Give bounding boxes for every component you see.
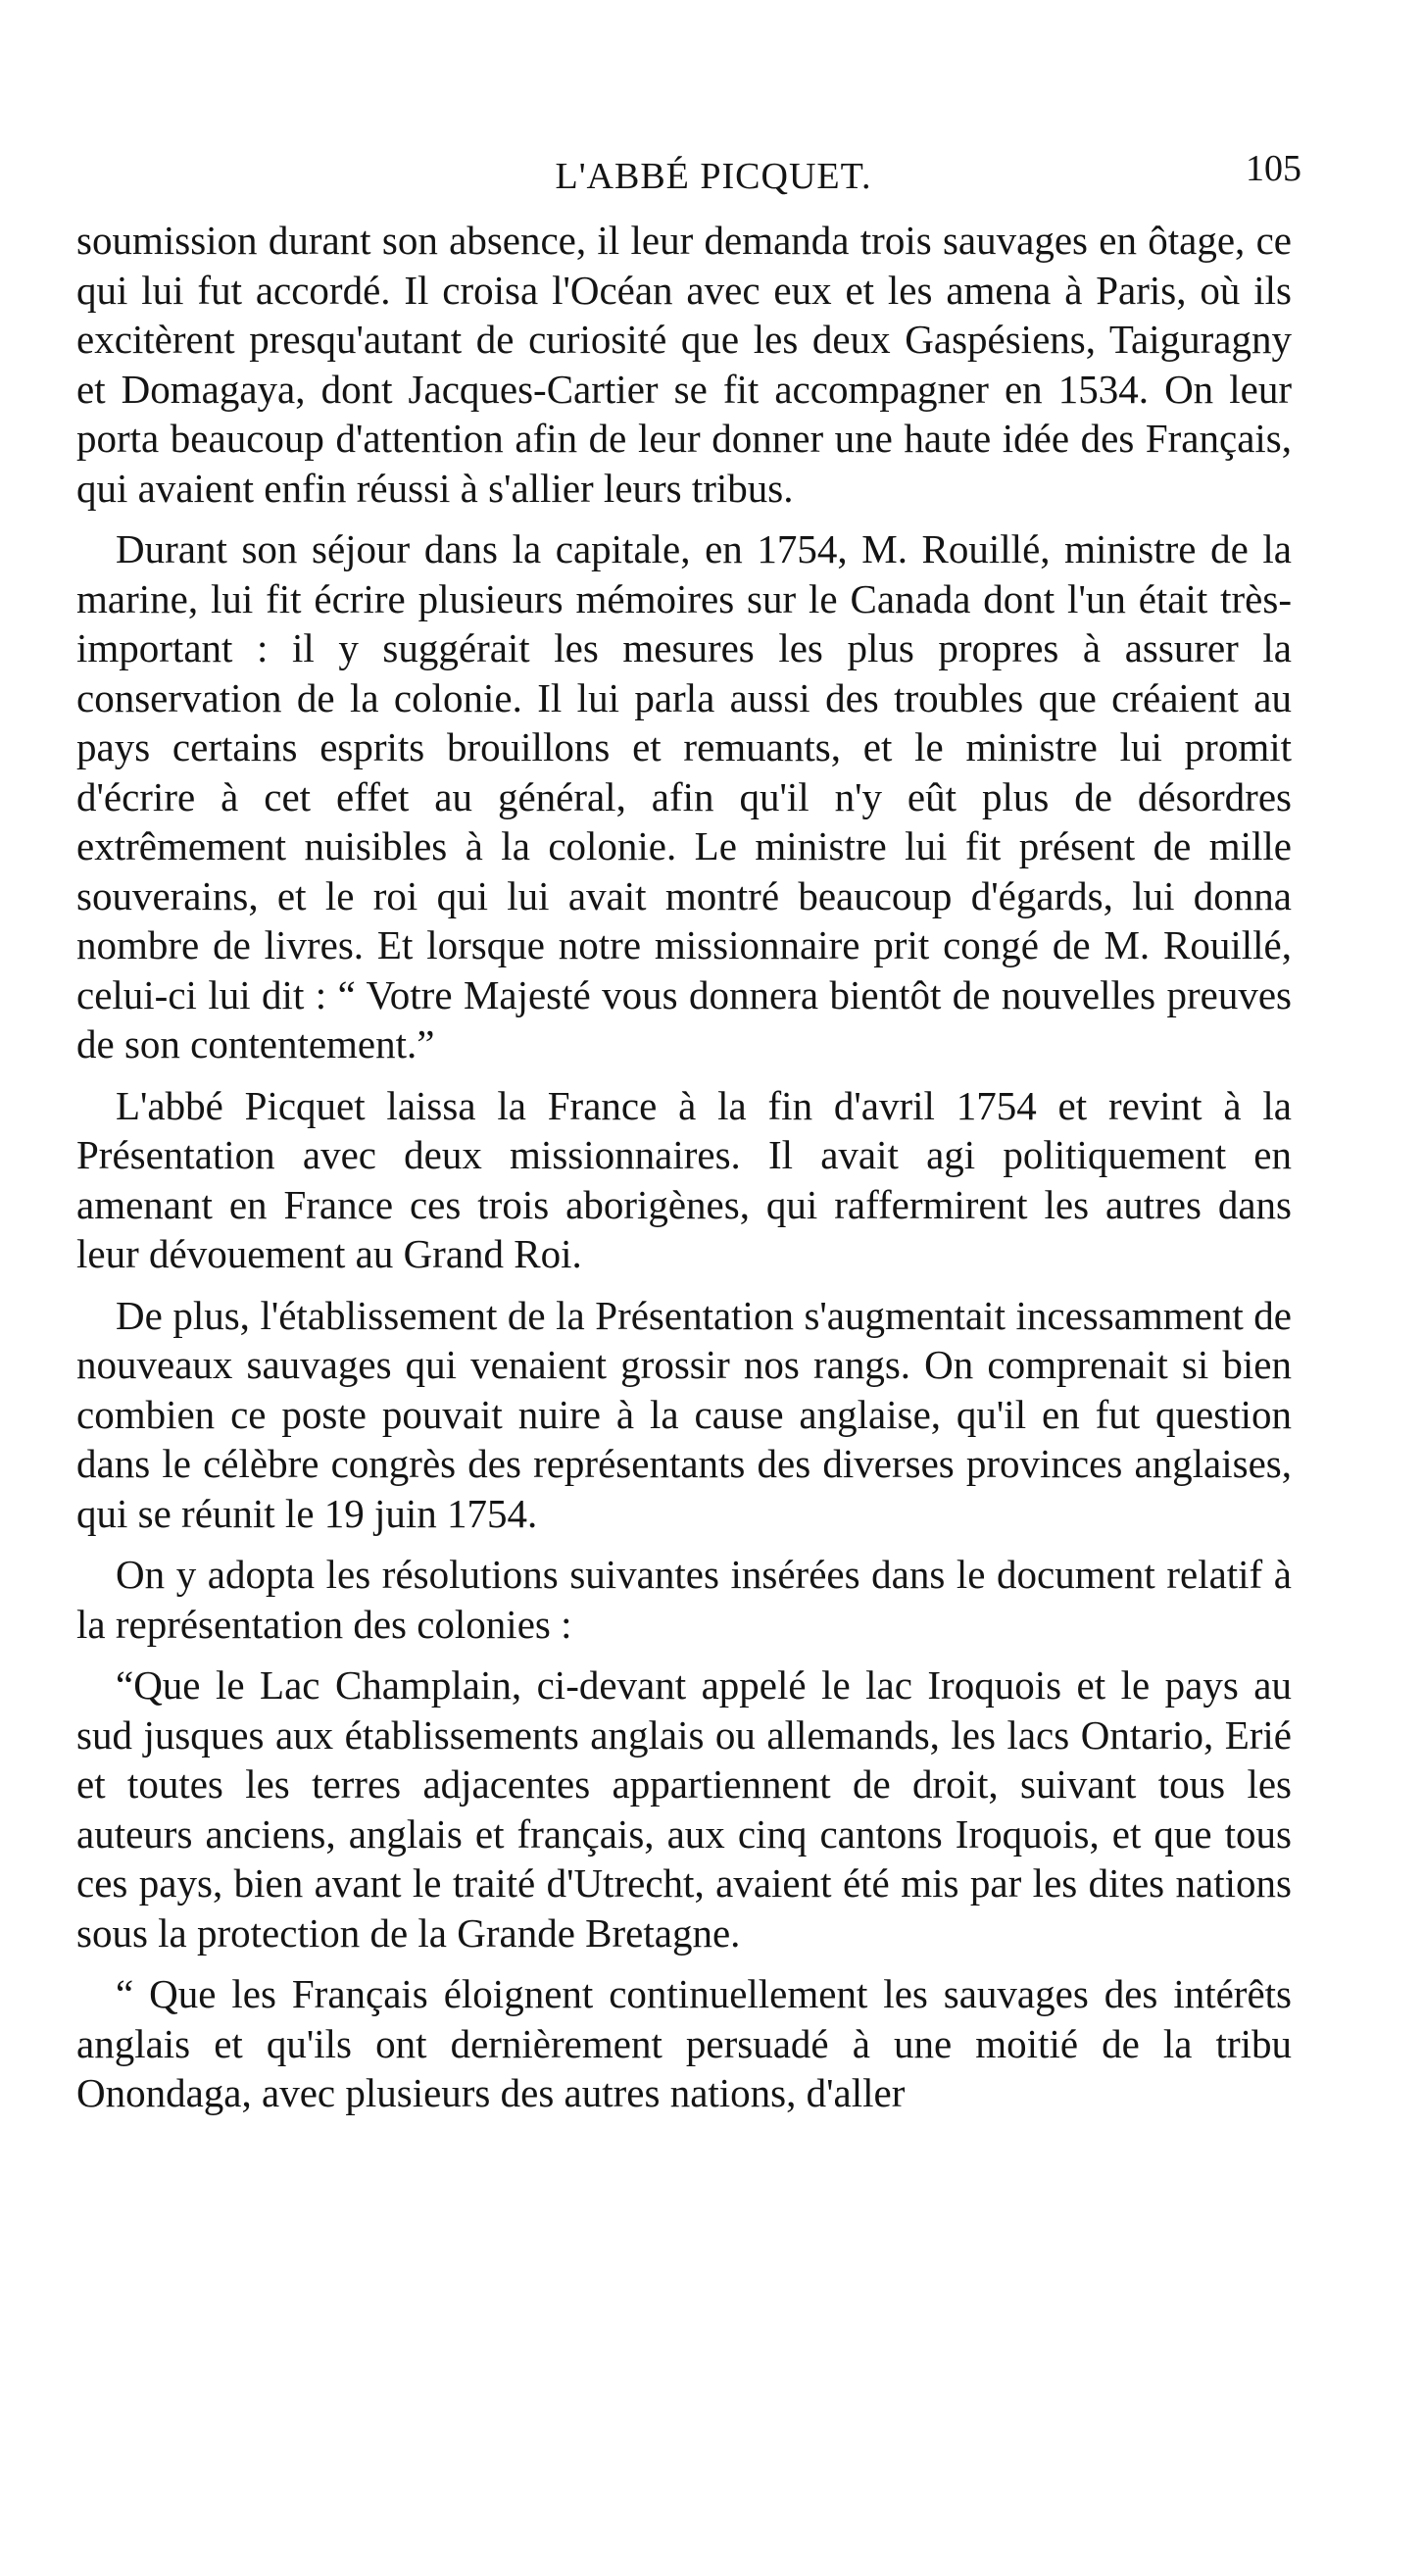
quotation-1: “Que le Lac Champlain, ci-devant appelé le lac Iroquois et le pays au sud jusques aux établissements anglais ou allemands, les lacs Ontario, Erié et toutes les terres adjacentes appartiennent de droit, suivant tous les auteurs anciens, anglais et français, aux cinq cantons Iroquois, et que tous ces pays, bien avant le traité d'Utrecht, avaient été mis par les dites nations sous la protection de la Grande Bretagne. [76,1662,1292,1956]
page-number: 105 [1246,148,1301,189]
paragraph-4: De plus, l'établissement de la Présentation s'augmentait incessamment de nouveaux sauvages qui venaient grossir nos rangs. On comprenait si bien combien ce poste pouvait nuire à la cause anglaise, qu'il en fut question dans le célèbre congrès des représentants des diverses provinces anglaises, qui se réunit le 19 juin 1754. [76,1292,1292,1536]
body-text [76,216,1292,2118]
quotation-2: “ Que les Français éloignent continuellement les sauvages des intérêts anglais et qu'ils ont dernièrement persuadé à une moitié de la tribu Onondaga, avec plusieurs des autres nations, d'aller [76,1971,1292,2115]
paragraph-2: Durant son séjour dans la capitale, en 1754, M. Rouillé, ministre de la marine, lui fit écrire plusieurs mémoires sur le Canada dont l'un était très-important : il y suggérait les mesures les plus propres à assurer la conservation de la colonie. Il lui parla aussi des troubles que créaient au pays certains esprits brouillons et remuants, et le ministre lui promit d'écrire à cet effet au général, afin qu'il n'y eût plus de désordres extrêmement nuisibles à la colonie. Le ministre lui fit présent de mille souverains, et le roi qui lui avait montré beaucoup d'égards, lui donna nombre de livres. Et lorsque notre missionnaire prit congé de M. Rouillé, celui-ci lui dit : “ Votre Majesté vous donnera bientôt de nouvelles preuves de son contentement.” [76,526,1292,1066]
running-head [76,137,1301,206]
paragraph-5: On y adopta les résolutions suivantes insérées dans le document relatif à la représentation des colonies : [76,1552,1292,1647]
book-page [76,137,1301,2130]
running-title: L'ABBÉ PICQUET. [555,156,872,197]
paragraph-3: L'abbé Picquet laissa la France à la fin d'avril 1754 et revint à la Présentation avec deux missionnaires. Il avait agi politiquement en amenant en France ces trois aborigènes, qui raffermirent les autres dans leur dévouement au Grand Roi. [76,1082,1292,1276]
paragraph-1: soumission durant son absence, il leur demanda trois sauvages en ôtage, ce qui lui fut accordé. Il croisa l'Océan avec eux et les amena à Paris, où ils excitèrent presqu'autant de curiosité que les deux Gaspésiens, Taiguragny et Domagaya, dont Jacques-Cartier se fit accompagner en 1534. On leur porta beaucoup d'attention afin de leur donner une haute idée des Français, qui avaient enfin réussi à s'allier leurs tribus. [76,218,1292,511]
